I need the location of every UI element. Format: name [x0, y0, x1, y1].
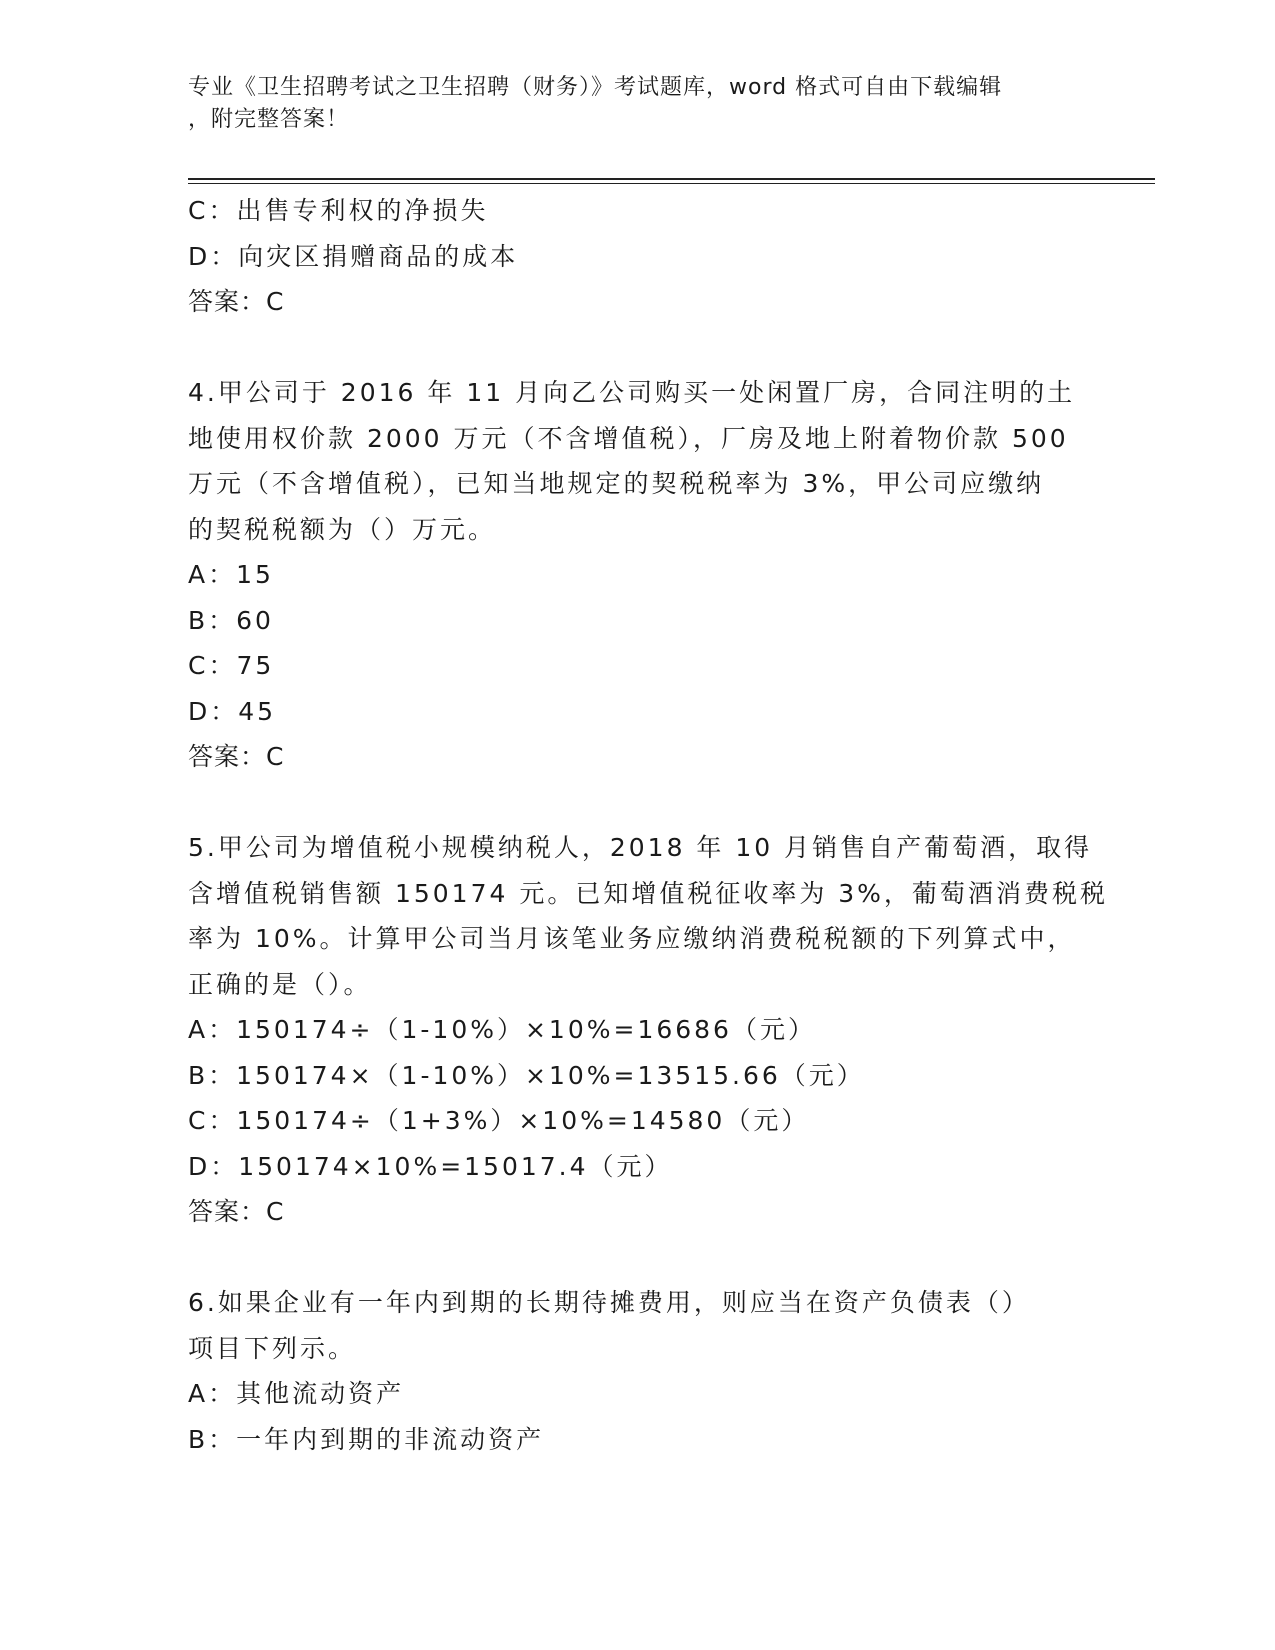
option-a: A：15 — [188, 560, 274, 589]
answer-line: 答案：C — [188, 742, 285, 771]
answer-line: 答案：C — [188, 1197, 285, 1226]
option-d: D：45 — [188, 696, 277, 726]
spacer — [188, 780, 1088, 826]
question-6 — [188, 1280, 1088, 1462]
question-stem-line: 万元（不含增值税），已知当地规定的契税税率为 3%，甲公司应缴纳 — [188, 469, 1045, 498]
question-stem-line: 正确的是（）。 — [188, 969, 372, 999]
option-a: A：其他流动资产 — [188, 1379, 405, 1408]
option-c: C：出售专利权的净损失 — [188, 196, 489, 225]
question-stem-line: 6.如果企业有一年内到期的长期待摊费用，则应当在资产负债表（） — [188, 1288, 1030, 1317]
question-list — [188, 188, 1108, 1462]
option-c: C：150174÷（1+3%）×10%=14580（元） — [188, 1106, 810, 1135]
question-4 — [188, 370, 1088, 780]
question-5 — [188, 825, 1108, 1235]
option-d: D：向灾区捐赠商品的成本 — [188, 241, 519, 271]
question-stem-line: 含增值税销售额 150174 元。已知增值税征收率为 3%，葡萄酒消费税税 — [188, 878, 1108, 908]
option-b: B：60 — [188, 605, 274, 635]
header-line-2: ，附完整答案！ — [188, 107, 350, 132]
spacer — [188, 1235, 1088, 1281]
spacer — [188, 325, 1088, 371]
option-a: A：150174÷（1-10%）×10%=16686（元） — [188, 1015, 816, 1044]
answer-line: 答案：C — [188, 287, 285, 316]
question-3-tail — [188, 188, 1088, 325]
header-rule-thick — [188, 178, 1155, 180]
question-stem-line: 的契税税额为（）万元。 — [188, 514, 497, 544]
question-stem-line: 率为 10%。计算甲公司当月该笔业务应缴纳消费税税额的下列算式中， — [188, 924, 1076, 953]
option-d: D：150174×10%=15017.4（元） — [188, 1151, 673, 1181]
header-rule-thin — [188, 183, 1155, 184]
option-b: B：150174×（1-10%）×10%=13515.66（元） — [188, 1060, 865, 1090]
header-line-1: 专业《卫生招聘考试之卫生招聘（财务）》考试题库，word 格式可自由下载编辑 — [188, 75, 1003, 100]
option-c: C：75 — [188, 651, 275, 680]
question-stem-line: 项目下列示。 — [188, 1333, 357, 1363]
question-stem-line: 5.甲公司为增值税小规模纳税人，2018 年 10 月销售自产葡萄酒，取得 — [188, 833, 1093, 862]
question-stem-line: 4.甲公司于 2016 年 11 月向乙公司购买一处闲置厂房，合同注明的土 — [188, 378, 1076, 407]
question-stem-line: 地使用权价款 2000 万元（不含增值税），厂房及地上附着物价款 500 — [188, 423, 1069, 453]
option-b: B：一年内到期的非流动资产 — [188, 1424, 545, 1454]
document-header — [188, 72, 1088, 136]
